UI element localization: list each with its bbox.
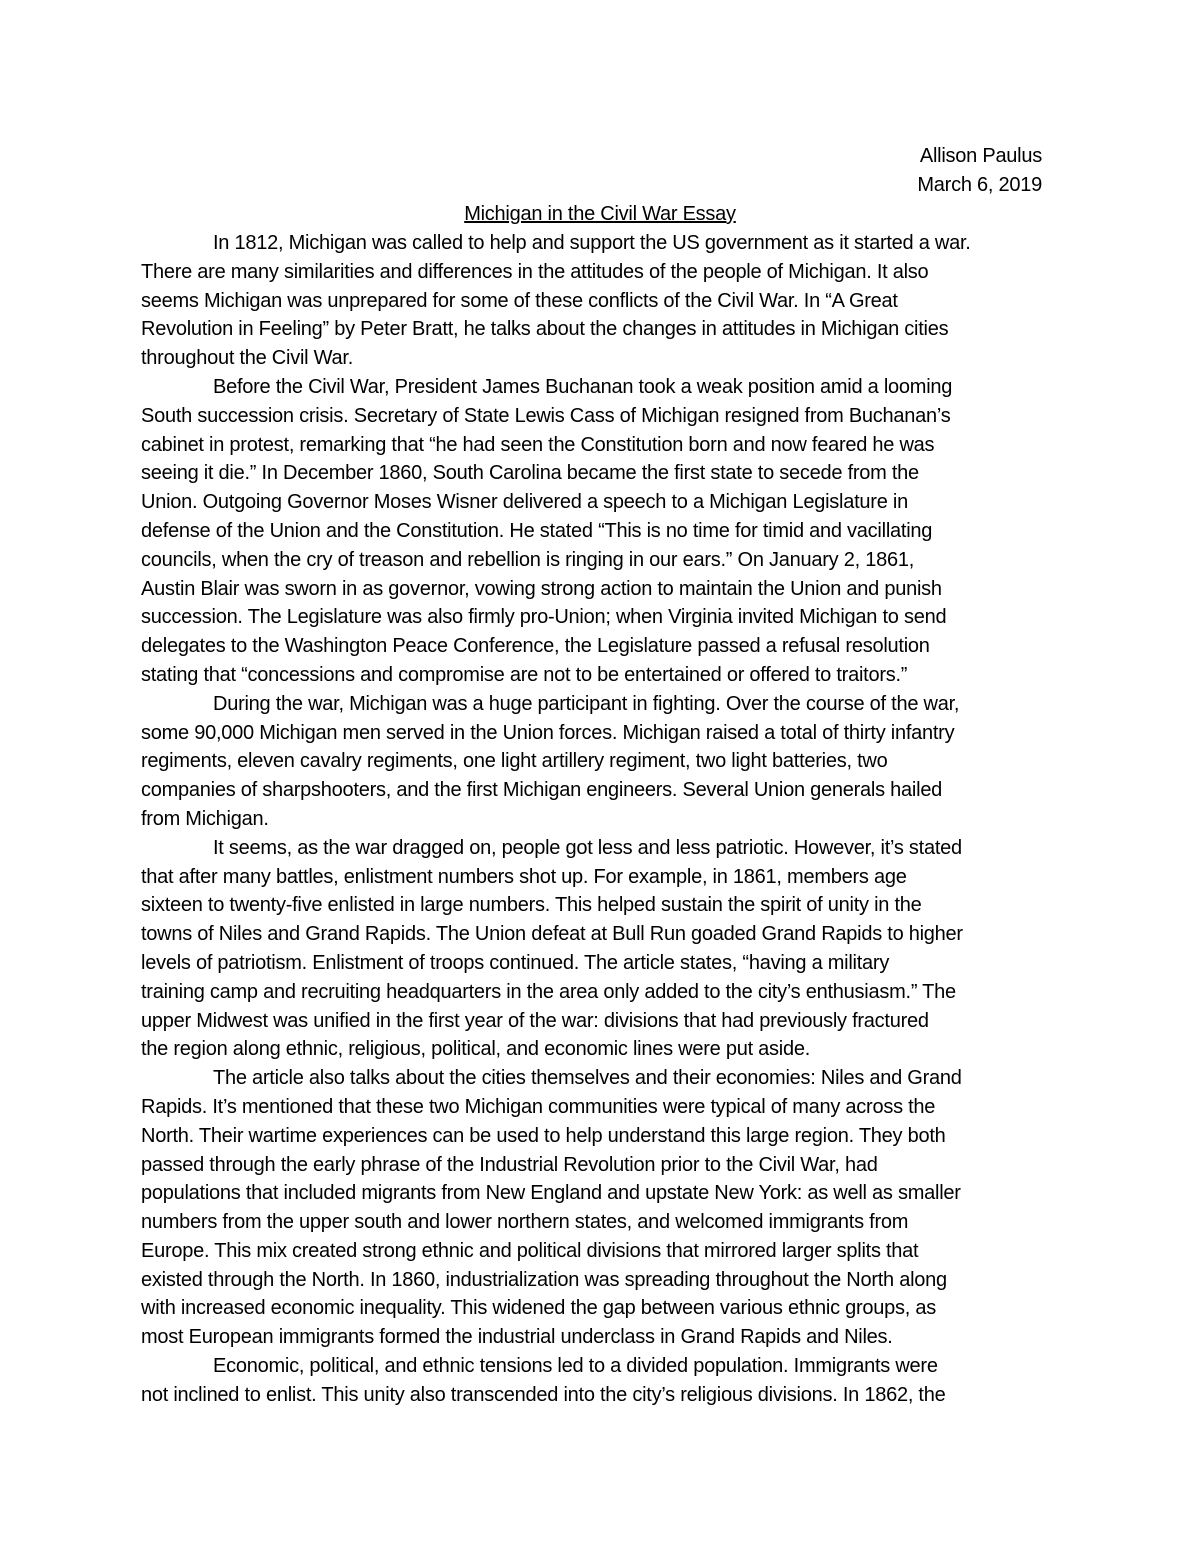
body-paragraph	[141, 834, 1061, 1064]
author-name: Allison Paulus	[919, 145, 1042, 167]
body-paragraph	[141, 690, 1061, 834]
body-paragraph	[141, 1064, 1061, 1352]
paragraph-line: with increased economic inequality. This widened the gap between various ethnic groups, as	[141, 1297, 937, 1320]
paragraph-line: numbers from the upper south and lower northern states, and welcomed immigrants from	[141, 1211, 909, 1234]
document-title: Michigan in the Civil War Essay	[464, 203, 736, 225]
paragraph-line: most European immigrants formed the industrial underclass in Grand Rapids and Niles.	[141, 1326, 893, 1349]
paragraph-line: Revolution in Feeling” by Peter Bratt, he talks about the changes in attitudes in Michigan cities	[141, 318, 949, 341]
body-paragraph	[141, 1352, 1061, 1410]
paragraph-line: cabinet in protest, remarking that “he had seen the Constitution born and now feared he was	[141, 433, 935, 456]
paragraph-line: existed through the North. In 1860, industrialization was spreading throughout the North along	[141, 1268, 947, 1291]
paragraph-line: some 90,000 Michigan men served in the Union forces. Michigan raised a total of thirty infantry	[141, 721, 955, 744]
paragraph-line: succession. The Legislature was also firmly pro-Union; when Virginia invited Michigan to send	[141, 606, 947, 629]
paragraph-line: levels of patriotism. Enlistment of troops continued. The article states, “having a military	[141, 951, 890, 974]
paragraph-line: Europe. This mix created strong ethnic and political divisions that mirrored larger splits that	[141, 1239, 919, 1262]
paragraph-line: During the war, Michigan was a huge participant in fighting. Over the course of the war,	[213, 692, 960, 715]
paragraph-line: not inclined to enlist. This unity also transcended into the city’s religious divisions. In 1862, the	[141, 1383, 946, 1406]
document-date: March 6, 2019	[917, 173, 1042, 196]
paragraph-line: In 1812, Michigan was called to help and support the US government as it started a war.	[213, 232, 971, 254]
paragraph-line: Union. Outgoing Governor Moses Wisner delivered a speech to a Michigan Legislature in	[141, 491, 908, 514]
paragraph-line: North. Their wartime experiences can be used to help understand this large region. They both	[141, 1124, 946, 1147]
paragraph-line: stating that “concessions and compromise are not to be entertained or offered to traitors.”	[141, 663, 908, 686]
paragraph-line: training camp and recruiting headquarters in the area only added to the city’s enthusiasm.” The	[141, 980, 956, 1003]
paragraph-line: seems Michigan was unprepared for some of these conflicts of the Civil War. In “A Great	[141, 289, 898, 312]
paragraph-line: that after many battles, enlistment numbers shot up. For example, in 1861, members age	[141, 865, 907, 888]
paragraph-line: It seems, as the war dragged on, people got less and less patriotic. However, it’s stated	[213, 836, 962, 859]
paragraph-line: regiments, eleven cavalry regiments, one light artillery regiment, two light batteries, two	[141, 750, 888, 773]
paragraph-line: Rapids. It’s mentioned that these two Michigan communities were typical of many across the	[141, 1095, 936, 1118]
paragraph-line: upper Midwest was unified in the first year of the war: divisions that had previously fractured	[141, 1009, 929, 1032]
paragraph-line: companies of sharpshooters, and the first Michigan engineers. Several Union generals hailed	[141, 779, 943, 802]
paragraph-line: councils, when the cry of treason and rebellion is ringing in our ears.” On January 2, 1861,	[141, 548, 914, 571]
body-paragraph	[141, 373, 1061, 690]
header-block	[917, 142, 1042, 200]
paragraph-line: the region along ethnic, religious, political, and economic lines were put aside.	[141, 1038, 811, 1061]
paragraph-line: South succession crisis. Secretary of State Lewis Cass of Michigan resigned from Buchanan’s	[141, 404, 951, 427]
paragraph-line: Economic, political, and ethnic tensions led to a divided population. Immigrants were	[213, 1355, 938, 1378]
paragraph-line: seeing it die.” In December 1860, South Carolina became the first state to secede from the	[141, 462, 919, 485]
paragraph-line: sixteen to twenty-five enlisted in large numbers. This helped sustain the spirit of unity in the	[141, 894, 922, 917]
document-body	[141, 229, 1061, 1410]
paragraph-line: from Michigan.	[141, 807, 269, 830]
paragraph-line: passed through the early phrase of the Industrial Revolution prior to the Civil War, had	[141, 1153, 878, 1176]
paragraph-line: throughout the Civil War.	[141, 347, 354, 370]
body-paragraph	[141, 229, 1061, 373]
paragraph-line: populations that included migrants from New England and upstate New York: as well as smaller	[141, 1182, 961, 1205]
paragraph-line: delegates to the Washington Peace Conference, the Legislature passed a refusal resolution	[141, 635, 930, 658]
paragraph-line: towns of Niles and Grand Rapids. The Union defeat at Bull Run goaded Grand Rapids to higher	[141, 923, 963, 946]
paragraph-line: Before the Civil War, President James Buchanan took a weak position amid a looming	[213, 375, 953, 398]
paragraph-line: The article also talks about the cities themselves and their economies: Niles and Grand	[213, 1067, 962, 1090]
paragraph-line: There are many similarities and differences in the attitudes of the people of Michigan. It also	[141, 260, 929, 283]
paragraph-line: Austin Blair was sworn in as governor, vowing strong action to maintain the Union and punish	[141, 577, 942, 600]
paragraph-line: defense of the Union and the Constitution. He stated “This is no time for timid and vacillating	[141, 519, 933, 542]
